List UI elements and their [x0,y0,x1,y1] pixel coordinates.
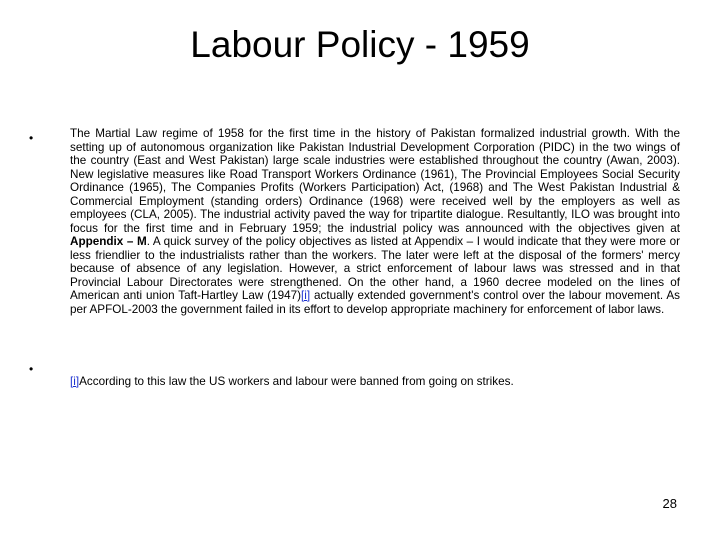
paragraph-text-part2: . A quick survey of the policy objectives as listed at Appendix – I would indicate that they were more or less friendlier to the industrialists rather than the workers. The later were left at the disposal of the formers' mercy because of absence of any legislation. However, a strict enforcement of labour laws was stressed and in that Provincial Labour Directorates were strengthened. On the other hand, a 1960 decree modeled on the lines of American anti union Taft-Hartley Law (1947) [70,235,680,302]
slide-title: Labour Policy - 1959 [190,24,530,65]
page-number: 28 [662,496,677,511]
bullet-marker: • [29,131,34,145]
footnote-text: According to this law the US workers and labour were banned from going on strikes. [79,375,514,388]
paragraph-text-part3: actually extended government's control over the labour movement. As per APFOL-2003 the government failed in its effort to develop appropriate machinery for enforcement of labor laws. [70,289,681,316]
footnote-reference-link[interactable]: [i] [301,289,311,302]
bullet-marker-2: • [29,362,34,376]
appendix-m-bold: Appendix – M [70,235,147,248]
footnote [70,375,680,389]
body-paragraph [70,127,680,316]
footnote-backlink[interactable]: [i] [70,375,80,388]
paragraph-text-part1: The Martial Law regime of 1958 for the first time in the history of Pakistan formalized industrial growth. With the setting up of autonomous organization like Pakistan Industrial Development Corporation (PIDC) in the two wings of the country (East and West Pakistan) large scale industries were established throughout the country (Awan, 2003). New legislative measures like Road Transport Workers Ordinance (1961), The Provincial Employees Social Security Ordinance (1965), The Companies Profits (Workers Participation) Act, (1968) and The West Pakistan Industrial & Commercial Employment (standing orders) Ordinance (1968) were received well by the employers as well as employees (CLA, 2005). The industrial activity paved the way for tripartite dialogue. Resultantly, ILO was brought into focus for the first time and in February 1959; the industrial policy was announced with the objectives given at [70,127,680,235]
